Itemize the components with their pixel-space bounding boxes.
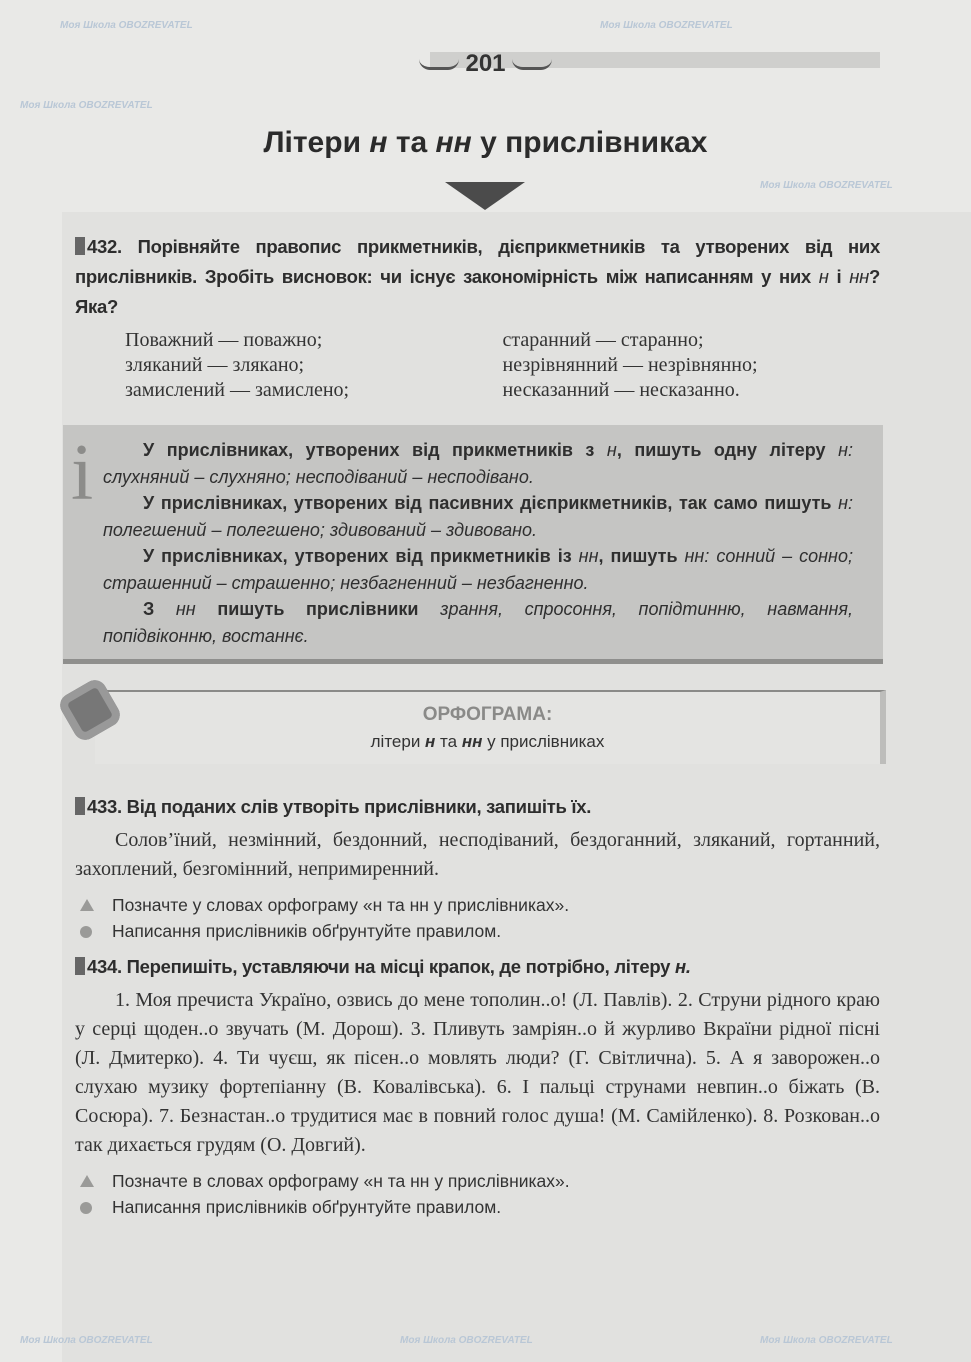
watermark: Моя Школа OBOZREVATEL bbox=[600, 20, 733, 31]
task-433: 433. Від поданих слів утворіть прислівники, запишіть їх. bbox=[75, 792, 880, 822]
page-content bbox=[71, 232, 880, 1220]
swirl-ornament-icon bbox=[512, 59, 552, 70]
watermark: Моя Школа OBOZREVATEL bbox=[760, 1335, 893, 1346]
page-title: Літери н та нн у прислівниках bbox=[263, 126, 708, 159]
dot-bullet-icon bbox=[80, 926, 92, 938]
info-i-icon: i bbox=[71, 429, 94, 517]
swirl-ornament-icon bbox=[419, 59, 459, 70]
watermark: Моя Школа OBOZREVATEL bbox=[20, 1335, 153, 1346]
task-433-bullets: Позначте у словах орфограму «н та нн у прислівниках». Написання прислівників обґрунтуйте правилом. bbox=[80, 892, 880, 944]
task-432: 432. Порівняйте правопис прикметників, дієприкметників та утворених від них прислівників. Зробіть висновок: чи існує закономірність між написанням у них н і нн? Яка? bbox=[75, 236, 880, 317]
orfograma-subtitle: літери н та нн у прислівниках bbox=[370, 732, 605, 751]
watermark: Моя Школа OBOZREVATEL bbox=[400, 1335, 533, 1346]
orfograma-box bbox=[95, 690, 886, 764]
watermark: Моя Школа OBOZREVATEL bbox=[60, 20, 193, 31]
task-434-bullets: Позначте в словах орфограму «н та нн у прислівниках». Написання прислівників обґрунтуйте правилом. bbox=[80, 1168, 880, 1220]
task-433-words: Солов’їний, незмінний, бездонний, несподіваний, бездоганний, зляканий, гортанний, захоплений, безгомінний, непримиренний. bbox=[75, 829, 880, 880]
task-marker-icon bbox=[75, 797, 85, 815]
orfograma-section bbox=[75, 690, 880, 764]
triangle-pointer-icon bbox=[445, 182, 525, 210]
arrow-bullet-icon bbox=[80, 899, 94, 911]
task-marker-icon bbox=[75, 957, 85, 975]
dot-bullet-icon bbox=[80, 1202, 92, 1214]
watermark: Моя Школа OBOZREVATEL bbox=[760, 180, 893, 191]
task-434-text: 1. Моя пречиста Україно, озвись до мене тополин..о! (Л. Павлів). 2. Струни рідного краю у серці щоден..о звучать (М. Дорош). 3. Пливуть замріян..о й журливо Вкраїни рідної пісні (Л. Дмитерко). 4. Ти чуєш, як пісен..о мовлять люди? (Г. Світлична). 5. А я заворожен..о слухаю музику фортепіанну (В. Ковалівська). 6. І пальці струнами невпин..о біжать (В. Сосюра). 7. Безнастан..о трудитися має в повний голос душа! (М. Самійленко). 8. Розкован..о так дихається грудям (О. Довгий). bbox=[75, 989, 880, 1156]
rule-box: i У прислівниках, утворених від прикметників з н, пишуть одну літеру н: слухняний – слухняно; несподіваний – несподівано. У прислівниках, утворених від пасивних дієприкметників, так само пишуть н: полегшений – полегшено; здивований – здивовано. У прислівниках, утворених від прикметників із нн, пишуть нн: сонний – сонно; страшенний – страшенно; незбагненний – незбагненно. З нн пишуть прислівники зрання, спросоння, попідтинню, навмання, попідвіконню, востаннє. bbox=[63, 425, 883, 664]
watermark: Моя Школа OBOZREVATEL bbox=[20, 100, 153, 111]
word-pairs bbox=[75, 328, 880, 403]
word-pairs-left: Поважний — поважно; зляканий — злякано; замислений — замислено; bbox=[125, 329, 350, 401]
orfograma-heading: ОРФОГРАМА: bbox=[422, 704, 553, 725]
task-marker-icon bbox=[75, 237, 85, 255]
page-number-text: 201 bbox=[465, 50, 506, 77]
word-pairs-right: старанний — старанно; незрівнянний — незрівнянно; несказанний — несказанно. bbox=[502, 329, 758, 401]
page-number bbox=[0, 50, 971, 78]
task-434: 434. Перепишіть, уставляючи на місці крапок, де потрібно, літеру н. bbox=[75, 952, 880, 982]
arrow-bullet-icon bbox=[80, 1175, 94, 1187]
